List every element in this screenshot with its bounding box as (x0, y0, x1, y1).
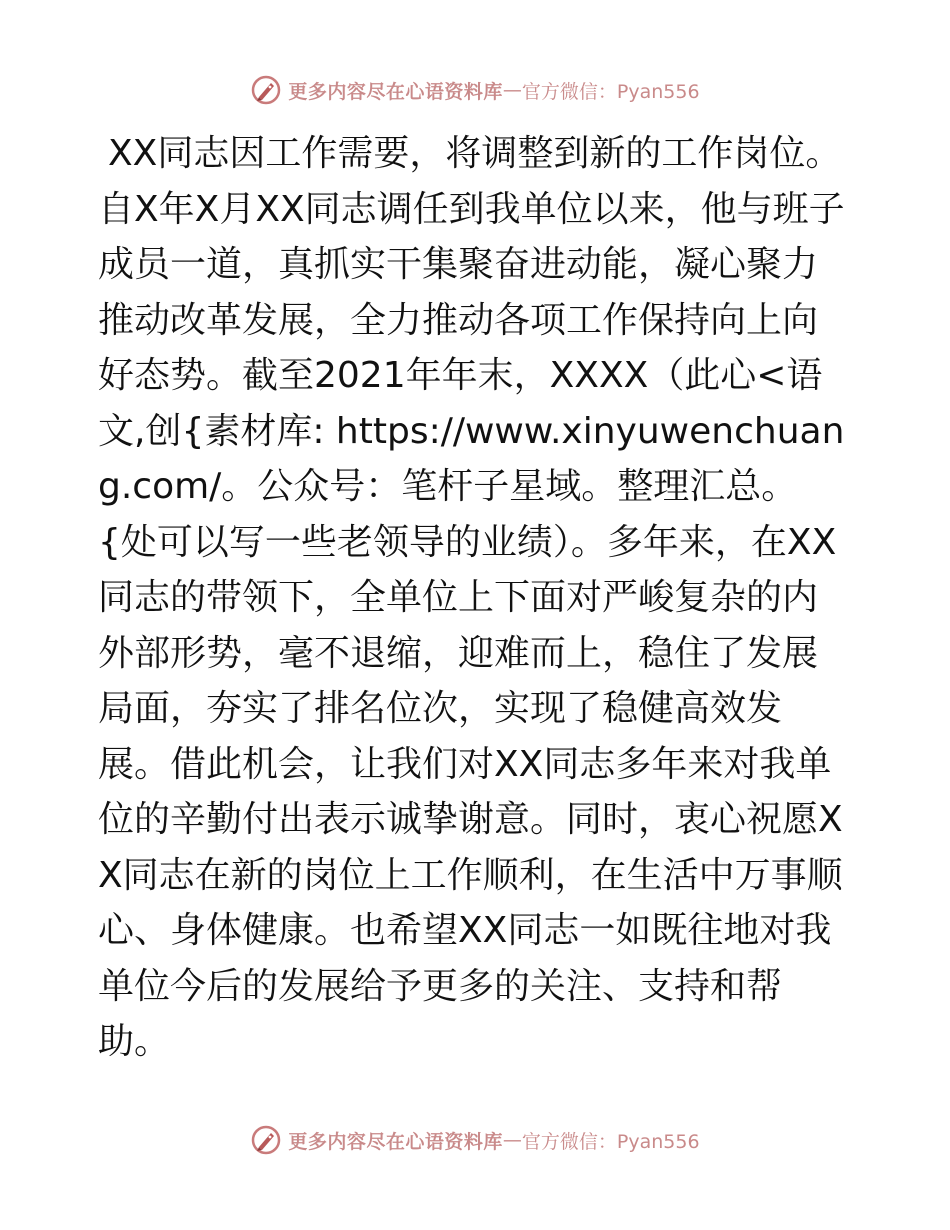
header-banner (0, 70, 950, 110)
banner-main-text: 更多内容尽在心语资料库 (288, 1130, 503, 1153)
paragraph-text: XX同志因工作需要，将调整到新的工作岗位。自X年X月XX同志调任到我单位以来，他与班子成员一道，真抓实干集聚奋进动能，凝心聚力推动改革发展，全力推动各项工作保持向上向好态势。截至2021年年末，XXXX（此心<语文,创{素材库: https://www.xinyuwenchuang.com/。公众号：笔杆子星域。整理汇总。{处可以写一些老领导的业绩）。多年来，在XX同志的带领下，全单位上下面对严峻复杂的内外部形势，毫不退缩，迎难而上，稳住了发展局面，夯实了排名位次，实现了稳健高效发展。借此机会，让我们对XX同志多年来对我单位的辛勤付出表示诚挚谢意。同时，衷心祝愿XX同志在新的岗位上工作顺利，在生活中万事顺心、身体健康。也希望XX同志一如既往地对我单位今后的发展给予更多的关注、支持和帮助。 (98, 133, 845, 1062)
pen-nib-logo-icon (250, 1124, 282, 1156)
footer-banner (0, 1120, 950, 1160)
banner-account-text: 官方微信：Pyan556 (521, 1130, 700, 1153)
banner-separator: — (502, 79, 522, 101)
banner-account-text: 官方微信：Pyan556 (521, 80, 700, 103)
banner-separator: — (502, 1129, 522, 1151)
banner-main-text: 更多内容尽在心语资料库 (288, 80, 503, 103)
document-paragraph (98, 126, 850, 1070)
pen-nib-logo-icon (250, 74, 282, 106)
